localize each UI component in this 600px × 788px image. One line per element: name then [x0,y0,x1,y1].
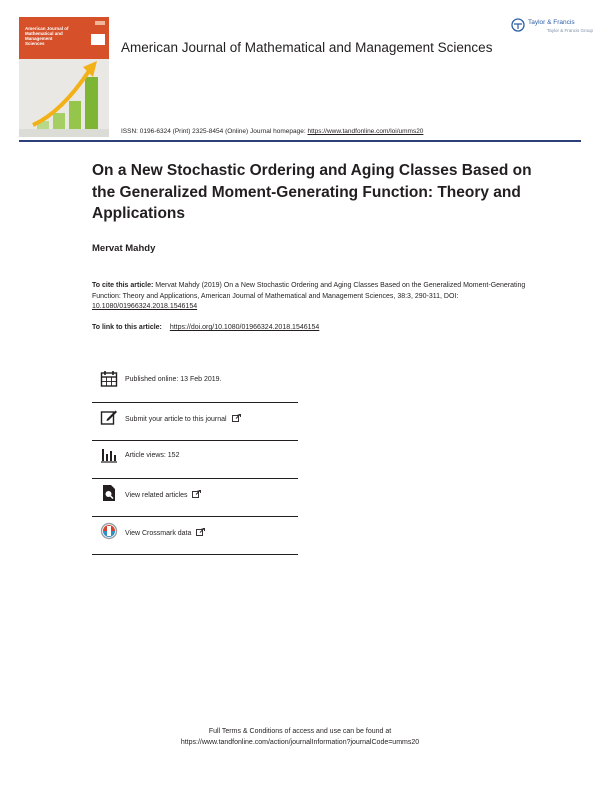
issn-line [121,128,423,135]
external-link-icon [196,528,205,536]
cover-growth-chart-graphic [19,17,109,137]
cover-title: American Journal of Mathematical and Management Sciences [25,26,69,46]
edit-icon [100,408,118,426]
issn-text: ISSN: 0196-6324 (Print) 2325-8454 (Online) Journal homepage: [121,128,306,135]
journal-homepage-link[interactable]: https://www.tandfonline.com/loi/umms20 [307,128,424,135]
citation-doi-link[interactable]: 10.1080/01966324.2018.1546154 [92,303,198,310]
journal-cover-image [19,17,109,137]
article-title: On a New Stochastic Ordering and Aging Classes Based on the Generalized Moment-Generating Function: Theory and Applications [92,162,532,222]
external-link-icon [192,490,201,498]
bar-chart-icon [100,446,118,464]
crossmark-icon [100,522,118,540]
article-link-label: To link to this article: [92,324,162,331]
citation-text: Mervat Mahdy (2019) On a New Stochastic Ordering and Aging Classes Based on the Generalized Moment-Generating Function: Theory and Applications, American Journal of Mathematical and Management Sciences, 38:3, 290-311, DOI: [92,282,526,300]
calendar-icon [100,370,118,388]
article-link-line [92,324,319,331]
submit-article-row[interactable] [92,403,298,441]
header-divider [19,140,581,142]
citation-label: To cite this article: [92,282,154,289]
related-articles-row[interactable] [92,479,298,517]
published-online-row [92,365,298,403]
citation-block [92,281,532,313]
submit-article-link[interactable]: Submit your article to this journal [125,414,241,423]
related-articles-link[interactable]: View related articles [125,490,201,499]
taylor-francis-logo[interactable] [511,17,594,37]
crossmark-row[interactable] [92,517,298,555]
cover-bottom-strip [19,129,109,137]
document-search-icon [100,484,118,502]
journal-title[interactable]: American Journal of Mathematical and Management Sciences [121,40,493,55]
article-views-text: Article views: 152 [125,452,180,459]
article-info-list [92,365,298,555]
publisher-name: Taylor & Francis [528,19,575,26]
terms-footer-link[interactable]: https://www.tandfonline.com/action/journalInformation?journalCode=umms20 [180,738,420,746]
crossmark-link[interactable]: View Crossmark data [125,528,205,537]
article-doi-url-link[interactable]: https://doi.org/10.1080/01966324.2018.1546154 [169,324,320,331]
external-link-icon [232,414,241,422]
publisher-group: Taylor & Francis Group [547,28,594,33]
terms-footer [0,727,600,748]
published-online-text: Published online: 13 Feb 2019. [125,376,222,383]
terms-footer-text: Full Terms & Conditions of access and use can be found at [208,728,392,735]
taylor-francis-logo-icon [511,18,525,32]
article-views-row [92,441,298,479]
author-name: Mervat Mahdy [92,243,156,254]
